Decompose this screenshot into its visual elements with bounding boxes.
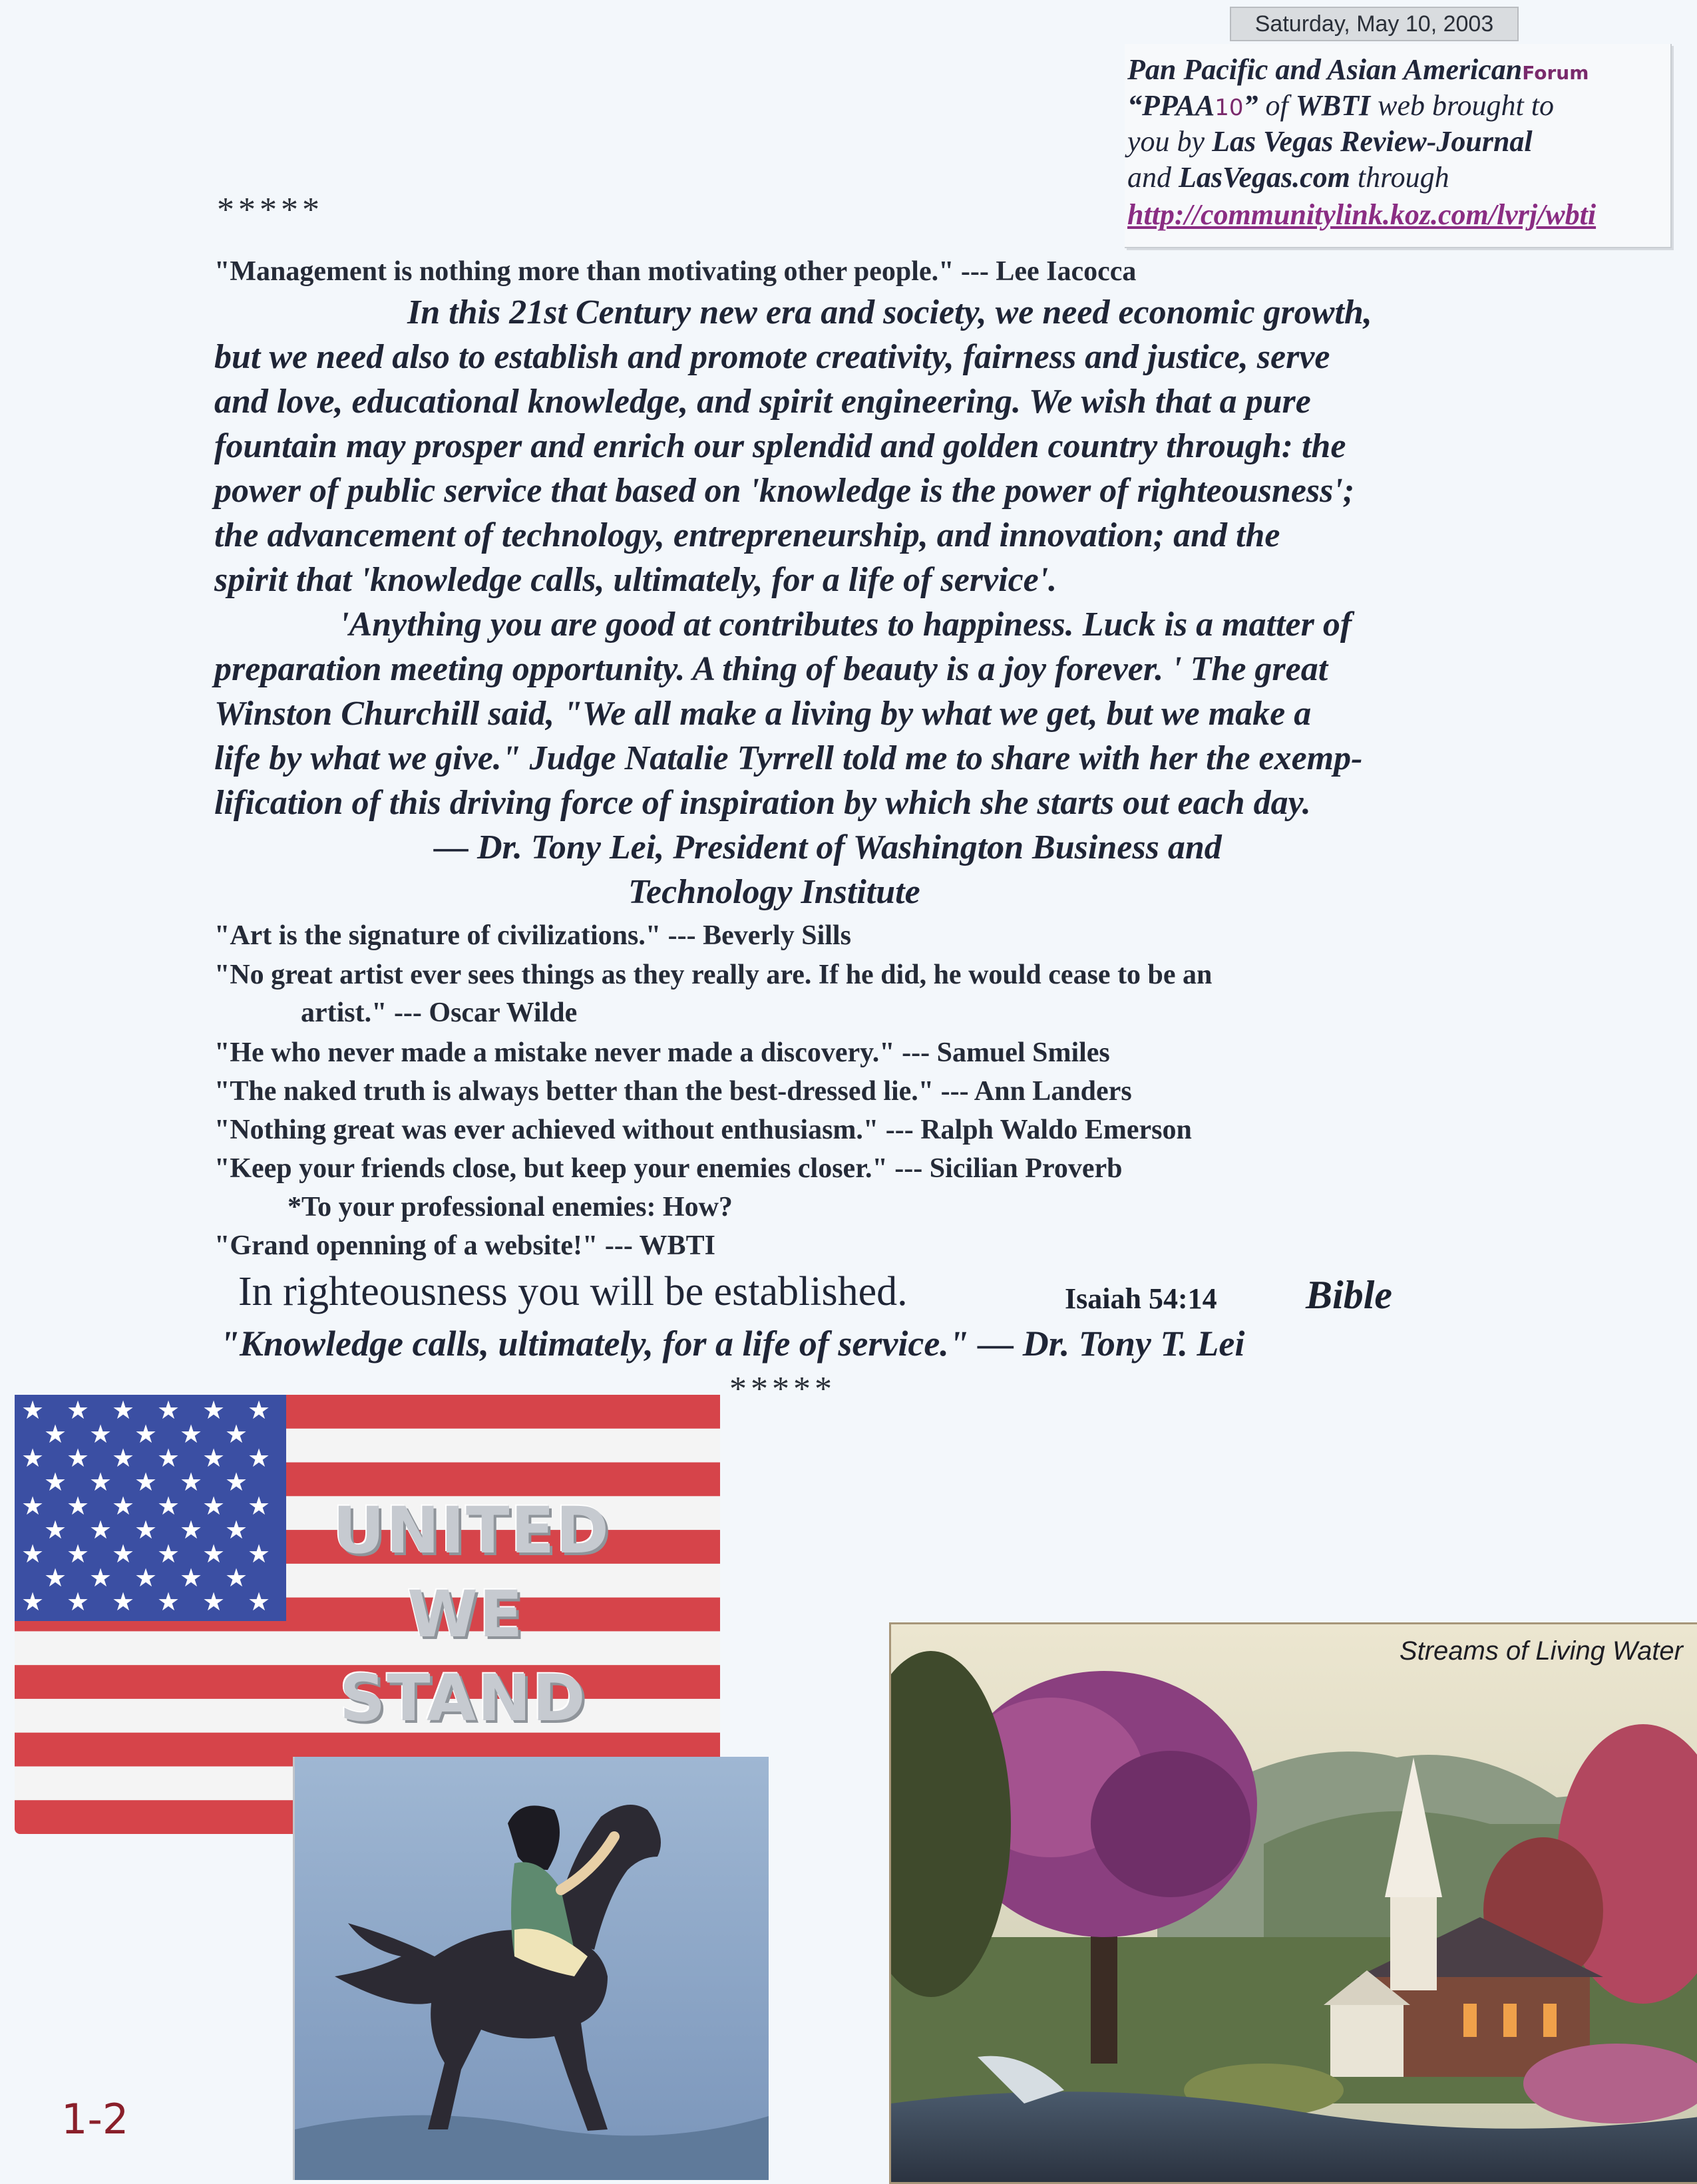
text-web-brought: web brought to (1370, 89, 1554, 122)
flag-star-icon: ★ (225, 1515, 248, 1545)
page-number: 1-2 (61, 2095, 129, 2143)
paragraph-line: Winston Churchill said, "We all make a living by what we get, but we make a (214, 695, 1312, 733)
header-line-2 (1127, 89, 1554, 124)
bible-label: Bible (1306, 1273, 1392, 1317)
flag-star-icon: ★ (21, 1395, 45, 1425)
header-line-1 (1127, 53, 1589, 90)
flag-star-icon: ★ (225, 1563, 248, 1592)
flag-star-icon: ★ (89, 1419, 112, 1449)
flag-star-icon: ★ (44, 1419, 67, 1449)
flag-star-icon: ★ (134, 1515, 158, 1545)
flag-star-icon: ★ (225, 1467, 248, 1497)
paragraph-line: fountain may prosper and enrich our splendid and golden country through: the (214, 427, 1346, 465)
flag-star-icon: ★ (112, 1443, 135, 1473)
paragraph-line: and love, educational knowledge, and spirit engineering. We wish that a pure (214, 383, 1311, 421)
flag-star-icon: ★ (89, 1563, 112, 1592)
flag-star-icon: ★ (202, 1443, 226, 1473)
flag-word-stand: STAND (339, 1661, 587, 1735)
flag-star-icon: ★ (157, 1539, 180, 1568)
quote-item: "Keep your friends close, but keep your enemies closer." --- Sicilian Proverb (214, 1153, 1123, 1184)
handwritten-ten: 10 (1215, 94, 1244, 121)
attribution-line: — Dr. Tony Lei, President of Washington Business and (434, 828, 1222, 866)
lasvegas-label: LasVegas.com (1179, 161, 1350, 194)
flag-star-icon: ★ (248, 1395, 271, 1425)
quote-iacocca: "Management is nothing more than motivating other people." --- Lee Iacocca (214, 256, 1137, 287)
flag-star-icon: ★ (44, 1515, 67, 1545)
flag-star-icon: ★ (202, 1539, 226, 1568)
text-of: of (1258, 89, 1296, 122)
flag-star-icon: ★ (21, 1539, 45, 1568)
righteousness-line: In righteousness you will be established. (238, 1269, 908, 1314)
quote-close: ” (1243, 89, 1258, 122)
quote-item: artist." --- Oscar Wilde (301, 998, 578, 1028)
paragraph-line: In this 21st Century new era and society, we need economic growth, (407, 293, 1372, 331)
flag-star-icon: ★ (67, 1443, 90, 1473)
paragraph-line: but we need also to establish and promote creativity, fairness and justice, serve (214, 338, 1330, 376)
header-org-name: Pan Pacific and Asian American (1127, 53, 1523, 86)
community-link[interactable]: http://communitylink.koz.com/lvrj/wbti (1127, 198, 1597, 231)
flag-star-icon: ★ (67, 1395, 90, 1425)
flag-star-icon: ★ (157, 1443, 180, 1473)
mulan-horse-image (293, 1757, 769, 2180)
flag-star-icon: ★ (202, 1587, 226, 1616)
flag-star-icon: ★ (134, 1563, 158, 1592)
flag-star-icon: ★ (112, 1491, 135, 1521)
paragraph-line: 'Anything you are good at contributes to happiness. Luck is a matter of (339, 606, 1352, 643)
isaiah-reference: Isaiah 54:14 (1065, 1282, 1217, 1315)
flag-star-icon: ★ (67, 1491, 90, 1521)
church-landscape-illustration (891, 1624, 1697, 2182)
header-line-5 (1127, 198, 1596, 232)
paragraph-line: the advancement of technology, entrepreneurship, and innovation; and the (214, 516, 1280, 554)
streams-of-living-water-painting (889, 1622, 1697, 2184)
horse-rider-illustration (295, 1757, 769, 2180)
flag-star-icon: ★ (44, 1467, 67, 1497)
flag-star-icon: ★ (67, 1587, 90, 1616)
flag-word-we: WE (407, 1577, 524, 1652)
handwritten-forum: Forum (1522, 62, 1589, 84)
quote-item: "Nothing great was ever achieved without enthusiasm." --- Ralph Waldo Emerson (214, 1115, 1192, 1145)
flag-star-icon: ★ (248, 1491, 271, 1521)
paragraph-line: preparation meeting opportunity. A thing of beauty is a joy forever. ' The great (214, 650, 1328, 688)
flag-star-icon: ★ (248, 1539, 271, 1568)
paragraph-line: power of public service that based on 'knowledge is the power of righteousness'; (214, 472, 1355, 510)
flag-star-icon: ★ (67, 1539, 90, 1568)
flag-star-icon: ★ (202, 1491, 226, 1521)
flag-star-icon: ★ (44, 1563, 67, 1592)
flag-canton (15, 1395, 286, 1621)
flag-star-icon: ★ (202, 1395, 226, 1425)
flag-word-united: UNITED (333, 1493, 610, 1568)
quote-item: "Grand openning of a website!" --- WBTI (214, 1230, 715, 1261)
text-and: and (1127, 161, 1179, 194)
flag-star-icon: ★ (112, 1587, 135, 1616)
header-clipping (1125, 44, 1672, 248)
flag-star-icon: ★ (248, 1443, 271, 1473)
quote-item: "Art is the signature of civilizations." --- Beverly Sills (214, 920, 851, 951)
date-stamp: Saturday, May 10, 2003 (1230, 7, 1519, 41)
closing-quote: "Knowledge calls, ultimately, for a life of service." — Dr. Tony T. Lei (220, 1324, 1245, 1364)
flag-star-icon: ★ (112, 1395, 135, 1425)
flag-star-icon: ★ (157, 1395, 180, 1425)
quote-item: "The naked truth is always better than the best-dressed lie." --- Ann Landers (214, 1076, 1132, 1107)
quote-item: "He who never made a mistake never made a discovery." --- Samuel Smiles (214, 1037, 1110, 1068)
text-you-by: you by (1127, 125, 1213, 158)
stars-divider-bottom: ***** (729, 1370, 836, 1408)
stars-divider-top: ***** (217, 191, 323, 229)
flag-star-icon: ★ (21, 1443, 45, 1473)
flag-star-icon: ★ (89, 1515, 112, 1545)
header-line-3 (1127, 125, 1533, 158)
flag-star-icon: ★ (180, 1515, 203, 1545)
flag-star-icon: ★ (157, 1491, 180, 1521)
quote-item: "No great artist ever sees things as they really are. If he did, he would cease to be an (214, 960, 1213, 990)
flag-star-icon: ★ (21, 1587, 45, 1616)
flag-star-icon: ★ (134, 1419, 158, 1449)
quote-item: *To your professional enemies: How? (287, 1192, 733, 1222)
painting-title: Streams of Living Water (1399, 1636, 1683, 1666)
paragraph-line: lification of this driving force of inspiration by which she starts out each day. (214, 784, 1311, 822)
paragraph-line: life by what we give." Judge Natalie Tyrrell told me to share with her the exemp- (214, 739, 1363, 777)
flag-star-icon: ★ (180, 1563, 203, 1592)
header-line-4 (1127, 161, 1449, 194)
flag-star-icon: ★ (248, 1587, 271, 1616)
flag-star-icon: ★ (89, 1467, 112, 1497)
text-through: through (1350, 161, 1449, 194)
flag-star-icon: ★ (225, 1419, 248, 1449)
flag-star-icon: ★ (180, 1467, 203, 1497)
review-journal-label: Las Vegas Review-Journal (1212, 125, 1533, 158)
paragraph-line: spirit that 'knowledge calls, ultimately, for a life of service'. (214, 561, 1057, 599)
flag-star-icon: ★ (134, 1467, 158, 1497)
attribution-line: Technology Institute (628, 873, 920, 911)
flag-star-icon: ★ (180, 1419, 203, 1449)
ppaa-label: “PPAA (1127, 89, 1215, 122)
flag-star-icon: ★ (21, 1491, 45, 1521)
wbti-label: WBTI (1295, 89, 1371, 122)
flag-star-icon: ★ (112, 1539, 135, 1568)
flag-star-icon: ★ (157, 1587, 180, 1616)
